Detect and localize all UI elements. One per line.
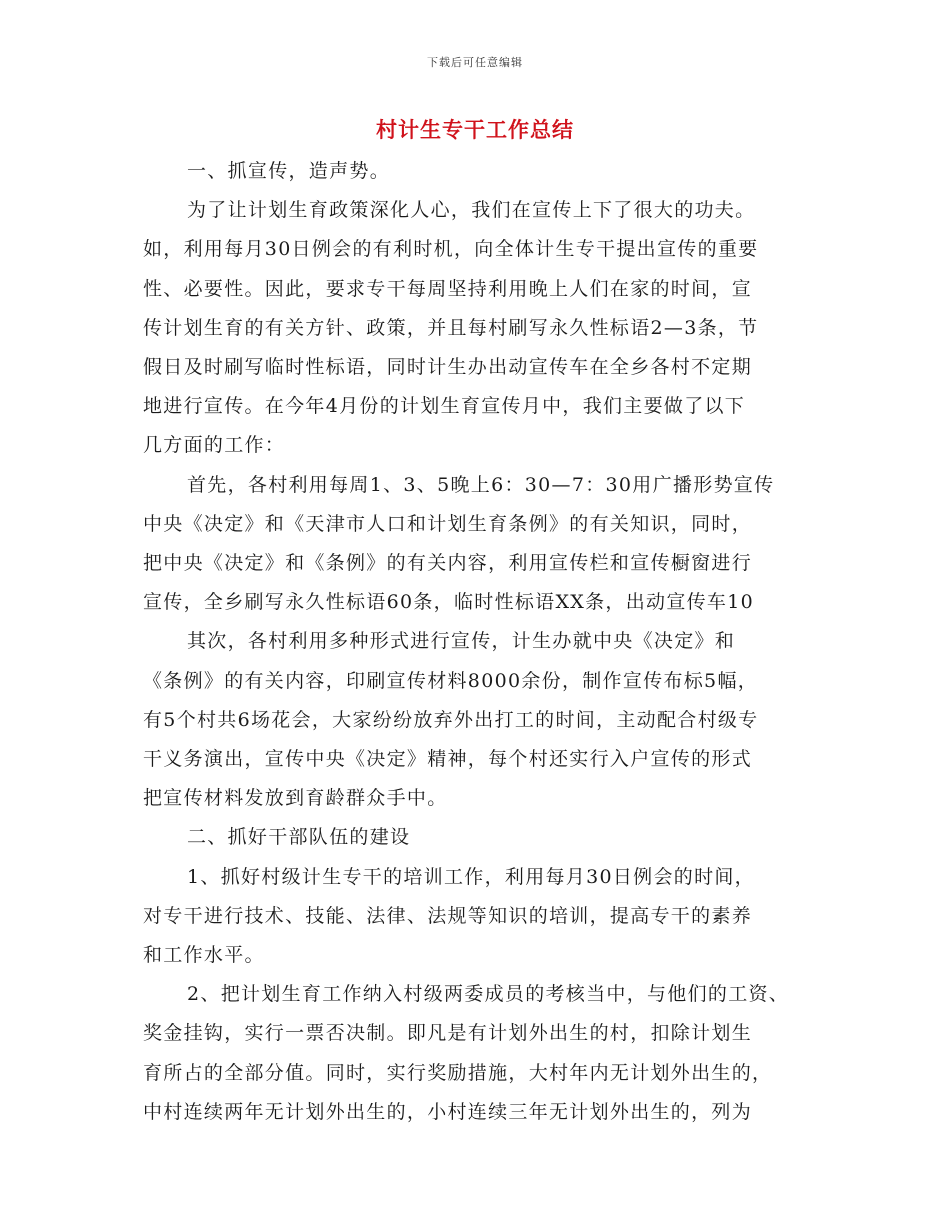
body-line: 把宣传材料发放到育龄群众手中。 xyxy=(143,787,448,810)
body-line: 和工作水平。 xyxy=(143,944,265,967)
body-line: 宣传，全乡刷写永久性标语60条，临时性标语XX条，出动宣传车10 xyxy=(143,591,755,614)
body-line: 奖金挂钩，实行一票否决制。即凡是有计划外出生的村，扣除计划生 xyxy=(143,1022,753,1045)
document-title: 村计生专干工作总结 xyxy=(376,117,574,142)
body-line: 其次，各村利用多种形式进行宣传，计生办就中央《决定》和 xyxy=(187,630,736,653)
page-header-note: 下载后可任意编辑 xyxy=(427,56,523,69)
body-line: 为了让计划生育政策深化人心，我们在宣传上下了很大的功夫。 xyxy=(187,199,756,222)
body-line: 《条例》的有关内容，印刷宣传材料8000余份，制作宣传布标5幅， xyxy=(143,669,759,692)
body-line: 干义务演出，宣传中央《决定》精神，每个村还实行入户宣传的形式 xyxy=(143,748,753,771)
body-line: 中村连续两年无计划外出生的，小村连续三年无计划外出生的，列为 xyxy=(143,1100,753,1123)
body-line: 育所占的全部分值。同时，实行奖励措施，大村年内无计划外出生的， xyxy=(143,1061,773,1084)
body-line: 中央《决定》和《天津市人口和计划生育条例》的有关知识，同时， xyxy=(143,512,753,535)
body-line: 把中央《决定》和《条例》的有关内容，利用宣传栏和宣传橱窗进行 xyxy=(143,552,753,575)
body-line: 几方面的工作： xyxy=(143,434,286,457)
body-line: 1、抓好村级计生专干的培训工作，利用每月30日例会的时间， xyxy=(187,865,755,888)
body-line: 一、抓宣传，造声势。 xyxy=(187,160,391,182)
body-line: 传计划生育的有关方针、政策，并且每村刷写永久性标语2—3条，节 xyxy=(143,316,759,339)
document-body xyxy=(143,152,823,1132)
body-line: 地进行宣传。在今年4月份的计划生育宣传月中，我们主要做了以下 xyxy=(143,395,746,418)
body-line: 对专干进行技术、技能、法律、法规等知识的培训，提高专干的素养 xyxy=(143,904,753,927)
body-line: 二、抓好干部队伍的建设 xyxy=(187,826,411,849)
body-line: 有5个村共6场花会，大家纷纷放弃外出打工的时间，主动配合村级专 xyxy=(143,708,759,731)
body-line: 如，利用每月30日例会的有利时机，向全体计生专干提出宣传的重要 xyxy=(143,238,759,261)
body-line: 性、必要性。因此，要求专干每周坚持利用晚上人们在家的时间，宣 xyxy=(143,277,753,300)
body-line: 首先，各村利用每周1、3、5晚上6：30—7：30用广播形势宣传 xyxy=(187,473,775,496)
body-line: 2、把计划生育工作纳入村级两委成员的考核当中，与他们的工资、 xyxy=(187,983,790,1006)
body-line: 假日及时刷写临时性标语，同时计生办出动宣传车在全乡各村不定期 xyxy=(143,356,753,379)
